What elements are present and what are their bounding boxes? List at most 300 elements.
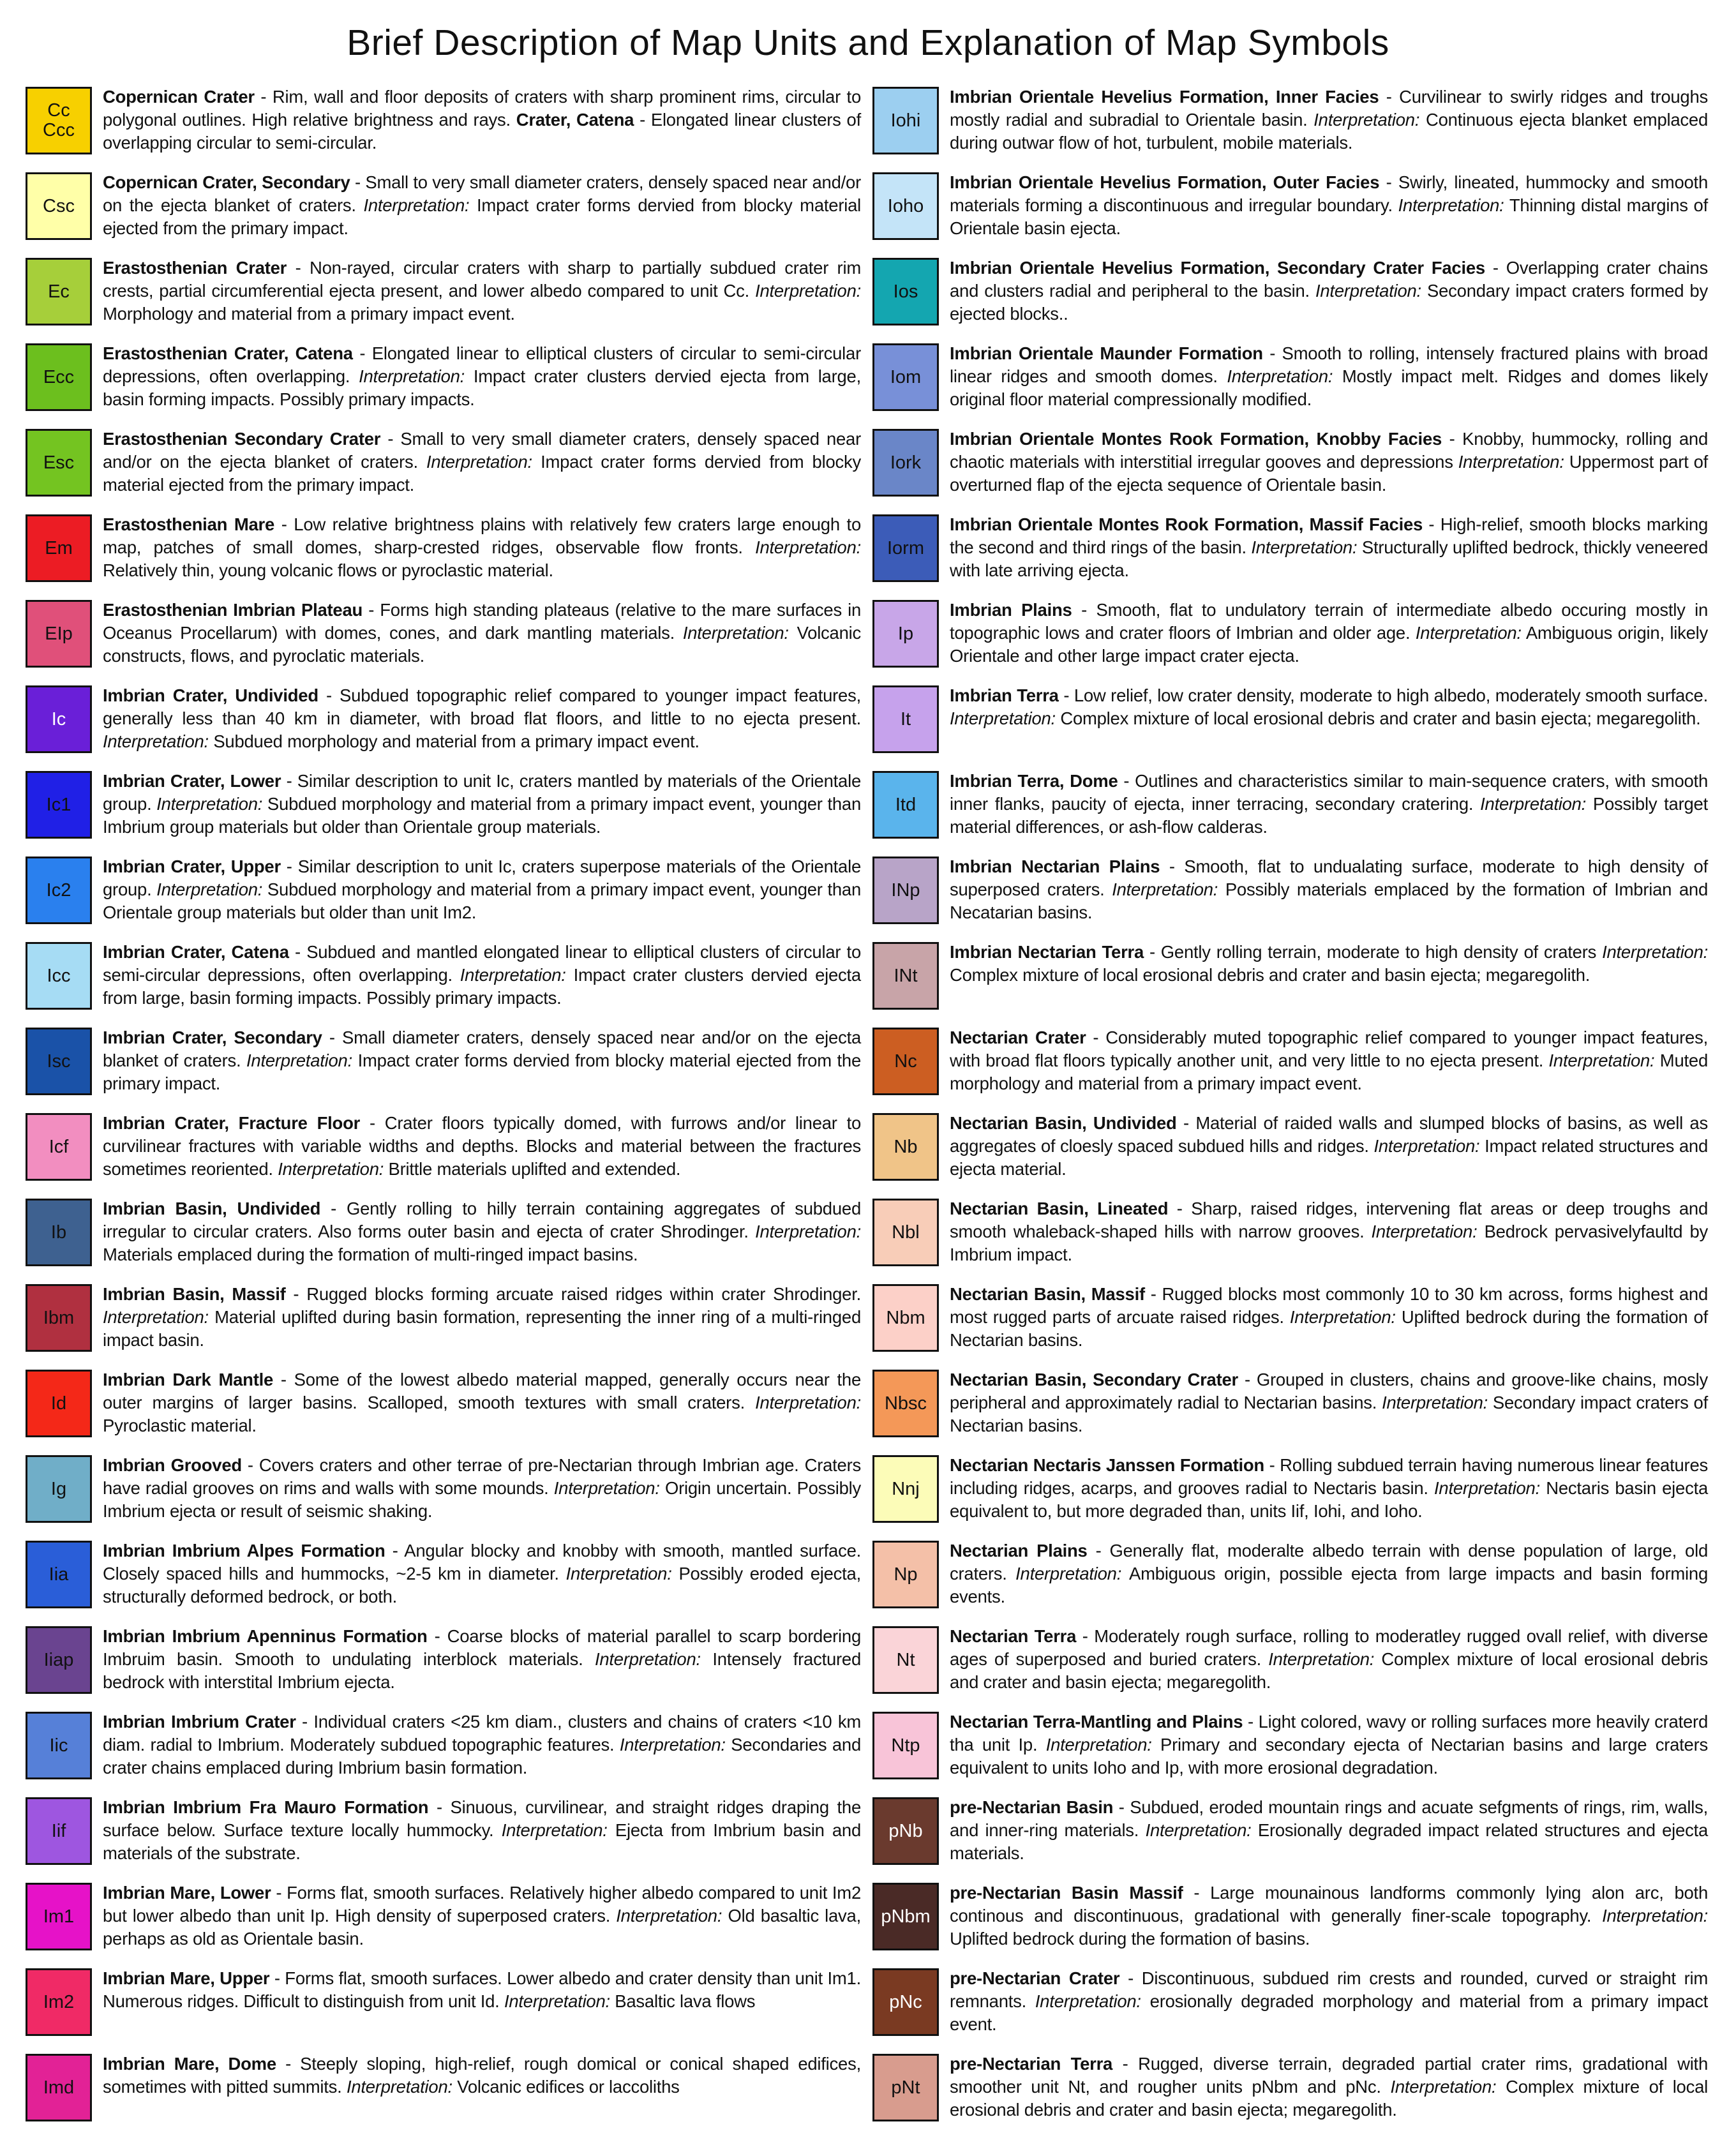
- unit-description-text: - Subdued, eroded mountain rings and acuate sefgments of rings, rim, walls, and inner-ring materials.: [950, 1797, 1708, 1840]
- unit-description-text: - Sharp, raised ridges, intervening flat areas or deep troughs and smooth whaleback-shaped hills with narrow grooves.: [950, 1199, 1708, 1241]
- unit-description: [103, 1625, 861, 1694]
- unit-description-text: Nectaris basin ejecta equivalent to, but more degraded than, units Iif, Iohi, and Ioho.: [950, 1478, 1709, 1521]
- interpretation-label: Interpretation:: [1371, 1222, 1478, 1241]
- unit-description-text: - Outlines and characteristics similar to main-sequence craters, with smooth inner flanks, paucity of ejecta, inner terracing, secondary cratering.: [950, 771, 1708, 814]
- unit-name: Imbrian Crater, Undivided: [103, 685, 318, 705]
- unit-description-text: - Crater floors typically domed, with furrows and/or linear to curvilinear fractures with variable widths and depths. Blocks and material between the fractures sometimes reoriented.: [103, 1113, 861, 1179]
- unit-code: Iorm: [887, 537, 924, 558]
- unit-color-swatch: [26, 771, 92, 839]
- interpretation-label: Interpretation:: [755, 1393, 861, 1412]
- interpretation-label: Interpretation:: [682, 623, 789, 643]
- map-unit-row: [872, 172, 1711, 258]
- map-unit-row: [872, 1541, 1711, 1626]
- unit-color-swatch: [26, 1797, 92, 1865]
- interpretation-label: Interpretation:: [504, 1991, 610, 2011]
- unit-color-swatch: [872, 514, 939, 582]
- unit-name: Imbrian Nectarian Plains: [950, 857, 1160, 876]
- unit-description-text: - Discontinuous, subdued rim crests and rounded, curved or straight rim remnants.: [950, 1968, 1708, 2011]
- unit-description-text: Relatively thin, young volcanic flows or pyroclastic material.: [103, 560, 553, 580]
- unit-name: Imbrian Orientale Hevelius Formation, Secondary Crater Facies: [950, 258, 1485, 278]
- unit-description-text: - Moderately rough surface, rolling to moderatley rugged ovall relief, with diverse ages of superposed and buried craters.: [950, 1626, 1708, 1669]
- map-unit-row: [872, 1797, 1711, 1883]
- unit-name: Nectarian Terra-Mantling and Plains: [950, 1712, 1243, 1732]
- map-unit-row: [872, 429, 1711, 514]
- unit-description: [103, 941, 861, 1010]
- interpretation-label: Interpretation:: [619, 1735, 726, 1754]
- unit-description-text: - Rolling subdued terrain having numerous linear features including ridges, acarps, and grooves radial to Nectaris basin.: [950, 1455, 1708, 1498]
- map-unit-row: [26, 429, 864, 514]
- unit-description: [103, 684, 861, 753]
- unit-description-text: - Small to very small diameter craters, densely spaced near and/or on the ejecta blanket of craters.: [103, 172, 861, 215]
- unit-description-text: Uppermost part of overturned flap of the ejecta sequence of Orientale basin.: [950, 452, 1709, 495]
- map-unit-row: [26, 1028, 864, 1113]
- map-unit-row: [872, 1113, 1711, 1199]
- unit-code: Iia: [49, 1564, 69, 1585]
- unit-description-text: Secondary impact craters formed by ejected blocks..: [950, 281, 1708, 324]
- unit-name: Nectarian Basin, Lineated: [950, 1199, 1169, 1218]
- unit-code: Itd: [895, 794, 917, 815]
- unit-description: [950, 1625, 1708, 1694]
- unit-name: Copernican Crater: [103, 87, 255, 107]
- interpretation-label: Interpretation:: [1045, 1735, 1152, 1754]
- unit-description-text: Impact crater clusters dervied ejecta from large, basin forming impacts. Possibly primary impacts.: [103, 965, 861, 1008]
- unit-name: Imbrian Imbrium Apenninus Formation: [103, 1626, 428, 1646]
- unit-color-swatch: [872, 1883, 939, 1950]
- unit-description-text: Mostly impact melt. Ridges and domes likely original floor material compressionally modified.: [950, 366, 1709, 409]
- unit-description-text: Volcanic edifices or laccoliths: [452, 2077, 680, 2097]
- page-title: Brief Description of Map Units and Explanation of Map Symbols: [347, 22, 1389, 63]
- interpretation-label: Interpretation:: [1251, 537, 1358, 557]
- unit-description: [950, 342, 1708, 411]
- map-unit-row: [26, 1883, 864, 1968]
- unit-color-swatch: [26, 942, 92, 1010]
- unit-description-text: Possibly target material differences, or ash-flow calderas.: [950, 794, 1708, 837]
- interpretation-label: Interpretation:: [553, 1478, 660, 1498]
- unit-description: [103, 1026, 861, 1095]
- map-unit-row: [872, 600, 1711, 685]
- interpretation-label: Interpretation:: [278, 1159, 384, 1179]
- unit-color-swatch: [26, 1284, 92, 1352]
- interpretation-label: Interpretation:: [616, 1906, 722, 1926]
- unit-description-text: Continuous ejecta blanket emplaced during outwar flow of hot, turbulent, mobile materials.: [950, 110, 1708, 153]
- unit-description-text: Ejecta from Imbrium basin and materials of the substrate.: [103, 1820, 861, 1863]
- unit-code: pNt: [891, 2077, 920, 2098]
- unit-code: Ec: [48, 281, 70, 302]
- map-unit-row: [26, 258, 864, 343]
- unit-description: [103, 1796, 861, 1865]
- unit-description-text: - Subdued topographic relief compared to younger impact features, generally less than 40 km in diameter, with broad flat floors, and little to no ejecta present.: [103, 685, 861, 728]
- interpretation-label: Interpretation:: [1602, 1906, 1708, 1926]
- unit-description-text: - Small to very small diameter craters, densely spaced near and/or on the ejecta blanket of craters.: [103, 429, 861, 472]
- unit-description: [950, 855, 1708, 924]
- unit-description: [950, 428, 1708, 497]
- unit-description-text: Subdued morphology and material from a primary impact event.: [208, 731, 700, 751]
- unit-code: Esc: [43, 452, 75, 473]
- unit-description-text: Thinning distal margins of Orientale basin ejecta.: [950, 195, 1708, 238]
- unit-color-swatch: [26, 685, 92, 753]
- map-unit-row: [872, 942, 1711, 1028]
- unit-code: Np: [894, 1564, 918, 1585]
- unit-name: Nectarian Nectaris Janssen Formation: [950, 1455, 1264, 1475]
- map-unit-row: [872, 1199, 1711, 1284]
- interpretation-label: Interpretation:: [359, 366, 465, 386]
- unit-code: Ecc: [43, 366, 75, 387]
- unit-code: Ic1: [46, 794, 71, 815]
- interpretation-label: Interpretation:: [103, 731, 209, 751]
- interpretation-label: Interpretation:: [156, 794, 263, 814]
- unit-code: Ic: [51, 708, 66, 729]
- interpretation-label: Interpretation:: [1548, 1051, 1655, 1070]
- unit-color-swatch: [872, 258, 939, 325]
- unit-description: [950, 1112, 1708, 1181]
- interpretation-label: Interpretation:: [1373, 1136, 1480, 1156]
- unit-description-text: - Material of raided walls and slumped blocks of basins, as well as aggregates of cloesly spaced subdued hills and ridges.: [950, 1113, 1708, 1156]
- unit-description: [103, 257, 861, 325]
- unit-description: [950, 1026, 1708, 1095]
- map-unit-row: [872, 1626, 1711, 1712]
- unit-name: pre-Nectarian Terra: [950, 2054, 1113, 2074]
- unit-description-text: - Grouped in clusters, chains and groove-like chains, mosly peripheral and approximately radial to Nectarian basins.: [950, 1370, 1708, 1412]
- unit-color-swatch: [26, 1541, 92, 1608]
- unit-color-swatch: [26, 429, 92, 497]
- unit-description: [950, 257, 1708, 325]
- unit-name: pre-Nectarian Basin: [950, 1797, 1114, 1817]
- map-unit-row: [26, 1968, 864, 2054]
- unit-name: Imbrian Mare, Lower: [103, 1883, 271, 1903]
- unit-color-swatch: [26, 514, 92, 582]
- interpretation-label: Interpretation:: [246, 1051, 352, 1070]
- unit-description-text: Material uplifted during basin formation, representing the inner ring of a multi-ringed impact basin.: [103, 1307, 861, 1350]
- interpretation-label: Interpretation:: [1458, 452, 1564, 472]
- interpretation-label: Interpretation:: [755, 1222, 861, 1241]
- interpretation-label: Interpretation:: [1289, 1307, 1396, 1327]
- unit-description-text: Subdued morphology and material from a primary impact event, younger than Imbrium group materials but older than Orientale group materials.: [103, 794, 861, 837]
- unit-description-text: - Generally flat, moderalte albedo terrain with dense population of large, old craters.: [950, 1541, 1708, 1583]
- unit-description: [950, 1967, 1708, 2036]
- unit-description-text: Volcanic constructs, flows, and pyroclatic materials.: [103, 623, 861, 666]
- unit-description-text: Complex mixture of local erosional debris and crater and basin ejecta; megaregolith.: [950, 2077, 1709, 2120]
- unit-description-text: Possibly materials emplaced by the formation of Imbrian and Necatarian basins.: [950, 879, 1708, 922]
- unit-description-text: - Non-rayed, circular craters with sharp to partially subdued crater rim crests, partial circumferential ejecta present, and lower albedo compared to unit Cc.: [103, 258, 861, 301]
- unit-color-swatch: [872, 1028, 939, 1095]
- unit-description-text: - Considerably muted topographic relief compared to younger impact features, with broad flat floors typically another unit, and very little to no ejecta present.: [950, 1028, 1708, 1070]
- unit-color-swatch: [26, 258, 92, 325]
- unit-description-text: - Forms high standing plateaus (relative to the mare surfaces in Oceanus Procellarum) with domes, cones, and dark mantling materials.: [103, 600, 861, 643]
- map-unit-row: [26, 514, 864, 600]
- map-unit-row: [26, 1370, 864, 1455]
- unit-description-text: Impact crater forms dervied from blocky material ejected from the primary impact.: [103, 1051, 861, 1093]
- unit-name: Erastosthenian Secondary Crater: [103, 429, 381, 449]
- unit-color-swatch: [872, 343, 939, 411]
- unit-description-text: Intensely fractured bedrock with interstital Imbrium ejecta.: [103, 1649, 861, 1692]
- unit-description: [103, 342, 861, 411]
- unit-description-text: - Low relief, low crater density, moderate to high albedo, moderately smooth surface.: [1058, 685, 1708, 705]
- map-unit-row: [872, 2054, 1711, 2139]
- unit-name: Imbrian Orientale Montes Rook Formation, Massif Facies: [950, 514, 1423, 534]
- unit-color-swatch: [26, 1455, 92, 1523]
- map-unit-row: [872, 258, 1711, 343]
- unit-color-swatch: [26, 1028, 92, 1095]
- interpretation-label: Interpretation:: [1268, 1649, 1375, 1669]
- unit-name: Imbrian Crater, Upper: [103, 857, 281, 876]
- unit-color-swatch: [26, 1968, 92, 2036]
- map-unit-row: [872, 87, 1711, 172]
- unit-description-text: - Forms flat, smooth surfaces. Lower albedo and crater density than unit Im1. Numerous ridges. Difficult to distinguish from unit Id.: [103, 1968, 861, 2011]
- unit-code: Em: [45, 537, 73, 558]
- unit-color-swatch: [872, 1284, 939, 1352]
- unit-description-text: Morphology and material from a primary impact event.: [103, 304, 515, 324]
- unit-code: Ntp: [891, 1735, 920, 1756]
- unit-description-text: Materials emplaced during the formation of multi-ringed impact basins.: [103, 1245, 638, 1264]
- interpretation-label: Interpretation:: [1227, 366, 1333, 386]
- unit-description-text: Pyroclastic material.: [103, 1416, 257, 1435]
- interpretation-label: Interpretation:: [156, 879, 263, 899]
- unit-color-swatch: [872, 1199, 939, 1266]
- map-unit-row: [26, 1284, 864, 1370]
- map-unit-row: [26, 1199, 864, 1284]
- unit-description: [950, 171, 1708, 240]
- interpretation-label: Interpretation:: [950, 708, 1056, 728]
- map-unit-row: [26, 942, 864, 1028]
- unit-name: Erastosthenian Imbrian Plateau: [103, 600, 363, 620]
- unit-description: [950, 599, 1708, 668]
- unit-description-text: erosionally degraded morphology and material from a primary impact event.: [950, 1991, 1708, 2034]
- unit-name: Imbrian Plains: [950, 600, 1072, 620]
- unit-description-text: - Some of the lowest albedo material mapped, generally occurs near the outer margins of larger basins. Scalloped, smooth textures with small craters.: [103, 1370, 861, 1412]
- unit-code: Im2: [43, 1991, 75, 2012]
- unit-name: Imbrian Crater, Lower: [103, 771, 281, 791]
- unit-description: [103, 1112, 861, 1181]
- unit-name: Imbrian Orientale Maunder Formation: [950, 343, 1263, 363]
- unit-color-swatch: [872, 771, 939, 839]
- map-unit-row: [872, 1455, 1711, 1541]
- unit-code: Id: [50, 1393, 67, 1414]
- unit-description-text: - Coarse blocks of material parallel to scarp bordering Imbruim basin. Smooth to undulating interblock materials.: [103, 1626, 861, 1669]
- unit-description: [103, 855, 861, 924]
- map-unit-row: [26, 1455, 864, 1541]
- interpretation-label: Interpretation:: [501, 1820, 608, 1840]
- unit-code: Iork: [890, 452, 922, 473]
- unit-description-text: - Swirly, lineated, hummocky and smooth materials forming a discontinuous and irregular boundary.: [950, 172, 1708, 215]
- unit-color-swatch: [872, 1370, 939, 1437]
- unit-code: Nbl: [892, 1222, 920, 1243]
- unit-description-text: - Curvilinear to swirly ridges and troughs mostly radial and subradial to Orientale basin.: [950, 87, 1709, 130]
- unit-name: Nectarian Crater: [950, 1028, 1086, 1047]
- unit-description-text: - Subdued and mantled elongated linear to elliptical clusters of circular to semi-circular depressions, often overlapping.: [103, 942, 861, 985]
- unit-code: Iohi: [890, 110, 921, 131]
- unit-description-text: - Elongated linear clusters of overlapping circular to semi-circular.: [103, 110, 861, 153]
- unit-color-swatch: [872, 685, 939, 753]
- unit-description-text: Secondaries and crater chains emplaced during Imbrium basin formation.: [103, 1735, 861, 1777]
- unit-description: [103, 1539, 861, 1608]
- unit-color-swatch: [872, 1113, 939, 1181]
- unit-color-swatch: [872, 600, 939, 668]
- unit-code: Icc: [47, 965, 71, 986]
- unit-description-text: Secondary impact craters of Nectarian basins.: [950, 1393, 1708, 1435]
- unit-description-text: - Smooth to rolling, intensely fractured plains with broad linear ridges and smooth domes.: [950, 343, 1708, 386]
- unit-description-text: Uplifted bedrock during the formation of basins.: [950, 1929, 1310, 1949]
- map-unit-row: [872, 685, 1711, 771]
- unit-description-text: - Gently rolling terrain, moderate to high density of craters: [1144, 942, 1603, 962]
- unit-color-swatch: [872, 857, 939, 924]
- unit-description: [103, 599, 861, 668]
- interpretation-label: Interpretation:: [1480, 794, 1587, 814]
- unit-color-swatch: [872, 1541, 939, 1608]
- map-unit-row: [26, 771, 864, 857]
- unit-description-text: - Angular blocky and knobby with smooth, mantled surface. Closely spaced hills and hummocks, ~2-5 km in diameter.: [103, 1541, 861, 1583]
- unit-code: Ic2: [46, 879, 71, 901]
- unit-name: Nectarian Terra: [950, 1626, 1077, 1646]
- unit-description-text: - Large mounainous landforms commonly lying alon arc, both continous and discontinuous, gradational with generally finer-scale topography.: [950, 1883, 1708, 1926]
- interpretation-label: Interpretation:: [755, 537, 861, 557]
- map-unit-row: [872, 1968, 1711, 2054]
- map-unit-row: [26, 87, 864, 172]
- unit-code: Ig: [50, 1478, 67, 1499]
- map-unit-row: [26, 2054, 864, 2139]
- unit-description: [950, 684, 1708, 730]
- unit-name: Erastosthenian Mare: [103, 514, 275, 534]
- unit-description-text: - Rugged blocks forming arcuate raised ridges within crater Shrodinger.: [285, 1284, 861, 1304]
- interpretation-label: Interpretation:: [1112, 879, 1218, 899]
- unit-name: Imbrian Imbrium Crater: [103, 1712, 296, 1732]
- unit-code: Iom: [890, 366, 922, 387]
- unit-description-text: Muted morphology and material from a primary impact event.: [950, 1051, 1708, 1093]
- unit-color-swatch: [26, 172, 92, 240]
- unit-description-text: Brittle materials uplifted and extended.: [384, 1159, 681, 1179]
- unit-description-text: - Similar description to unit Ic, craters mantled by materials of the Orientale group.: [103, 771, 861, 814]
- unit-code: Nbm: [886, 1307, 925, 1328]
- unit-color-swatch: [872, 172, 939, 240]
- unit-description-text: - Rugged blocks most commonly 10 to 30 km across, forms highest and most rugged parts of arcuate raised ridges.: [950, 1284, 1708, 1327]
- unit-description-text: Complex mixture of local erosional debris and crater and basin ejecta; megaregolith.: [1055, 708, 1701, 728]
- unit-color-swatch: [26, 857, 92, 924]
- unit-name: Crater, Catena: [516, 110, 634, 130]
- unit-name: Imbrian Dark Mantle: [103, 1370, 274, 1389]
- unit-description-text: - Forms flat, smooth surfaces. Relatively higher albedo compared to unit Im2 but lower albedo than unit Ip. High density of superposed craters.: [103, 1883, 862, 1926]
- unit-description: [950, 2053, 1708, 2121]
- unit-name: Imbrian Nectarian Terra: [950, 942, 1144, 962]
- unit-description: [950, 1454, 1708, 1523]
- unit-description-text: Bedrock pervasivelyfaultd by Imbrium impact.: [950, 1222, 1708, 1264]
- unit-code: Ib: [50, 1222, 67, 1243]
- map-unit-row: [872, 514, 1711, 600]
- unit-description-text: Uplifted bedrock during the formation of Nectarian basins.: [950, 1307, 1708, 1350]
- unit-name: Imbrian Orientale Hevelius Formation, Inner Facies: [950, 87, 1379, 107]
- map-unit-row: [26, 1541, 864, 1626]
- interpretation-label: Interpretation:: [1398, 195, 1504, 215]
- unit-code: EIp: [45, 623, 73, 644]
- unit-description: [950, 1368, 1708, 1437]
- unit-description-text: Basaltic lava flows: [610, 1991, 756, 2011]
- right-column: [872, 87, 1711, 2139]
- unit-color-swatch: [26, 2054, 92, 2121]
- unit-name: pre-Nectarian Basin Massif: [950, 1883, 1183, 1903]
- unit-color-swatch: [872, 942, 939, 1010]
- unit-color-swatch: [872, 1626, 939, 1694]
- unit-name: Imbrian Basin, Massif: [103, 1284, 286, 1304]
- unit-description: [950, 1710, 1708, 1779]
- interpretation-label: Interpretation:: [1035, 1991, 1141, 2011]
- unit-code: Nt: [896, 1649, 915, 1670]
- unit-color-swatch: [872, 1968, 939, 2036]
- unit-description: [103, 171, 861, 240]
- interpretation-label: Interpretation:: [1015, 1564, 1122, 1583]
- unit-description-text: - Similar description to unit Ic, craters superpose materials of the Orientale group.: [103, 857, 861, 899]
- unit-description-text: Impact crater forms dervied from blocky material ejected from the primary impact.: [103, 195, 861, 238]
- unit-description-text: Origin uncertain. Possibly Imbrium ejecta or result of seismic shaking.: [103, 1478, 861, 1521]
- unit-description: [950, 770, 1708, 839]
- map-unit-row: [26, 1712, 864, 1797]
- unit-color-swatch: [872, 87, 939, 154]
- map-unit-row: [26, 600, 864, 685]
- unit-description-text: Ambiguous origin, likely Orientale and other large impact crater ejecta.: [950, 623, 1709, 666]
- unit-description-text: - Steeply sloping, high-relief, rough domical or conical shaped edifices, sometimes with pitted summits.: [103, 2054, 861, 2097]
- unit-description-text: Old basaltic lava, perhaps as old as Orientale basin.: [103, 1906, 861, 1949]
- unit-description-text: Complex mixture of local erosional debris and crater and basin ejecta; megaregolith.: [950, 965, 1590, 985]
- unit-description: [103, 513, 861, 582]
- unit-name: pre-Nectarian Crater: [950, 1968, 1120, 1988]
- unit-code: Nc: [894, 1051, 917, 1072]
- interpretation-label: Interpretation:: [1602, 942, 1708, 962]
- unit-description-text: Subdued morphology and material from a primary impact event, younger than Orientale group materials but older than unit Im2.: [103, 879, 861, 922]
- unit-color-swatch: [26, 600, 92, 668]
- unit-description: [950, 1283, 1708, 1352]
- unit-description: [103, 1967, 861, 2013]
- unit-description: [103, 428, 861, 497]
- unit-name: Imbrian Mare, Upper: [103, 1968, 270, 1988]
- unit-description-text: Impact crater clusters dervied ejecta from large, basin forming impacts. Possibly primary impacts.: [103, 366, 861, 409]
- unit-code: INt: [894, 965, 918, 986]
- map-unit-row: [26, 1797, 864, 1883]
- unit-color-swatch: [872, 1712, 939, 1779]
- interpretation-label: Interpretation:: [1415, 623, 1522, 643]
- unit-color-swatch: [26, 1199, 92, 1266]
- unit-code: Iiap: [43, 1649, 74, 1670]
- unit-name: Imbrian Crater, Fracture Floor: [103, 1113, 361, 1133]
- unit-description-text: - Covers craters and other terrae of pre-Nectarian through Imbrian age. Craters have radial grooves on rims and walls with some mounds.: [103, 1455, 861, 1498]
- unit-description: [103, 1454, 861, 1523]
- unit-description-text: Erosionally degraded impact related structures and ejecta materials.: [950, 1820, 1709, 1863]
- unit-code: pNc: [889, 1991, 922, 2012]
- interpretation-label: Interpretation:: [346, 2077, 453, 2097]
- map-unit-row: [26, 685, 864, 771]
- unit-code: Nnj: [892, 1478, 920, 1499]
- unit-code: Isc: [47, 1051, 71, 1072]
- unit-name: Imbrian Orientale Hevelius Formation, Outer Facies: [950, 172, 1380, 192]
- unit-description: [950, 1796, 1708, 1865]
- unit-name: Imbrian Crater, Secondary: [103, 1028, 322, 1047]
- unit-description: [950, 513, 1708, 582]
- unit-description-text: - Sinuous, curvilinear, and straight ridges draping the surface below. Surface texture locally hummocky.: [103, 1797, 861, 1840]
- unit-name: Imbrian Mare, Dome: [103, 2054, 276, 2074]
- map-unit-row: [872, 1284, 1711, 1370]
- unit-code: Iif: [51, 1820, 66, 1841]
- unit-name: Erastosthenian Crater: [103, 258, 287, 278]
- unit-code: Iic: [49, 1735, 68, 1756]
- unit-name: Nectarian Basin, Massif: [950, 1284, 1145, 1304]
- unit-description: [103, 1197, 861, 1266]
- interpretation-label: Interpretation:: [460, 965, 566, 985]
- unit-description-text: Impact related structures and ejecta material.: [950, 1136, 1708, 1179]
- unit-description: [950, 1539, 1708, 1608]
- unit-name: Imbrian Imbrium Fra Mauro Formation: [103, 1797, 429, 1817]
- unit-description-text: Ambiguous origin, possible ejecta from large impacts and basin forming events.: [950, 1564, 1708, 1606]
- map-unit-row: [872, 1028, 1711, 1113]
- unit-description-text: Primary and secondary ejecta of Nectarian basins and large craters equivalent to units Ioho and Ip, with more erosional degradation.: [950, 1735, 1708, 1777]
- map-unit-row: [872, 343, 1711, 429]
- interpretation-label: Interpretation:: [426, 452, 532, 472]
- unit-color-swatch: [26, 1712, 92, 1779]
